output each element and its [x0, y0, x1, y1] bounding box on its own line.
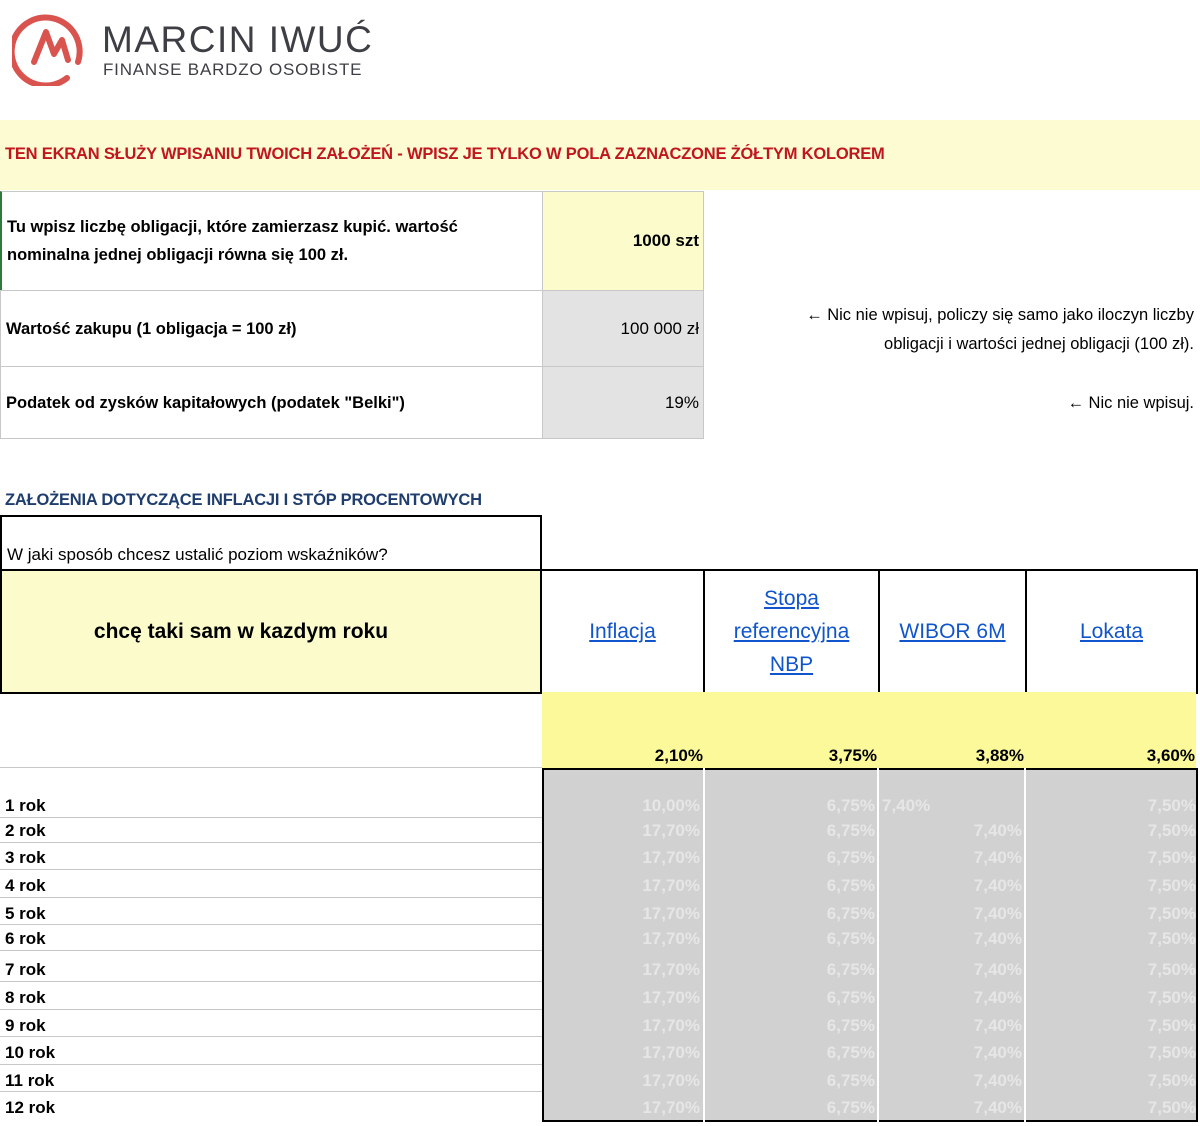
row-divider	[0, 924, 542, 925]
year-value-cell: 7,50%	[1147, 1043, 1196, 1062]
year-value-cell: 6,75%	[826, 929, 875, 948]
row-divider	[0, 981, 542, 982]
rate-input-inflation[interactable]: 2,10%	[542, 692, 704, 768]
purchase-note	[806, 301, 1194, 359]
purchase-note-line1: ← Nic nie wpisuj, policzy się samo jako iloczyn liczby	[806, 306, 1194, 324]
method-question: W jaki sposób chcesz ustalić poziom wskaźników?	[0, 515, 542, 571]
column-divider	[877, 768, 879, 1122]
header-nbp-link-3[interactable]: NBP	[769, 653, 814, 676]
header-deposit	[1025, 569, 1198, 694]
year-value-cell: 7,40%	[973, 904, 1022, 923]
bonds-count-input[interactable]: 1000 szt	[542, 191, 704, 291]
year-label: 11 rok	[5, 1071, 55, 1090]
year-label: 5 rok	[5, 904, 46, 923]
row-divider	[0, 1091, 542, 1092]
row-divider	[0, 869, 542, 870]
year-value-cell: 6,75%	[826, 960, 875, 979]
row-divider	[0, 1036, 542, 1037]
tax-value-field: 19%	[542, 366, 704, 439]
year-value-cell: 17,70%	[642, 1071, 700, 1090]
rate-input-deposit[interactable]: 3,60%	[1025, 692, 1196, 768]
year-value-cell: 7,40%	[973, 1071, 1022, 1090]
bonds-label-line1: Tu wpisz liczbę obligacji, które zamierzasz kupić. wartość	[7, 218, 458, 236]
year-value-cell: 7,50%	[1147, 1098, 1196, 1117]
year-value-cell: 7,50%	[1147, 1016, 1196, 1035]
year-value-cell: 6,75%	[826, 988, 875, 1007]
year-value-cell: 17,70%	[642, 960, 700, 979]
brand-tagline: FINANSE BARDZO OSOBISTE	[103, 60, 363, 79]
header-wibor-link[interactable]: WIBOR 6M	[899, 620, 1006, 643]
purchase-value-label: Wartość zakupu (1 obligacja = 100 zł)	[0, 290, 543, 367]
year-value-cell: 6,75%	[826, 1043, 875, 1062]
year-value-cell: 6,75%	[826, 821, 875, 840]
purchase-value-field: 100 000 zł	[542, 290, 704, 367]
year-value-cell: 17,70%	[642, 904, 700, 923]
bonds-label-line2: nominalna jednej obligacji równa się 100 zł.	[7, 246, 349, 264]
rate-input-wibor[interactable]: 3,88%	[878, 692, 1025, 768]
brand-name: MARCIN IWUĆ	[102, 19, 374, 60]
year-label: 1 rok	[5, 796, 46, 815]
year-value-cell: 7,50%	[1147, 960, 1196, 979]
header-nbp-link-2[interactable]: referencyjna	[733, 620, 850, 643]
year-value-cell: 17,70%	[642, 876, 700, 895]
header-wibor	[878, 569, 1027, 694]
tax-label: Podatek od zysków kapitałowych (podatek "Belki")	[0, 366, 543, 439]
row-divider	[0, 817, 542, 818]
section-title: ZAŁOŻENIA DOTYCZĄCE INFLACJI I STÓP PROCENTOWYCH	[5, 491, 482, 509]
column-divider	[703, 768, 705, 1122]
year-value-cell: 7,40%	[882, 796, 931, 815]
row-divider	[0, 1064, 542, 1065]
column-divider	[1024, 768, 1026, 1122]
year-value-cell: 7,50%	[1147, 848, 1196, 867]
method-choice-select[interactable]: chcę taki sam w kazdym roku	[0, 569, 542, 694]
year-value-cell: 7,50%	[1147, 988, 1196, 1007]
year-value-cell: 7,40%	[973, 1043, 1022, 1062]
year-value-cell: 17,70%	[642, 988, 700, 1007]
year-label: 2 rok	[5, 821, 46, 840]
year-value-cell: 7,50%	[1147, 904, 1196, 923]
bonds-count-label	[0, 191, 543, 291]
tax-note: ← Nic nie wpisuj.	[1067, 394, 1194, 412]
brand-logo-icon	[12, 10, 88, 86]
year-value-cell: 6,75%	[826, 1016, 875, 1035]
year-value-cell: 6,75%	[826, 796, 875, 815]
year-value-cell: 17,70%	[642, 821, 700, 840]
year-value-cell: 7,50%	[1147, 929, 1196, 948]
year-value-cell: 17,70%	[642, 848, 700, 867]
year-value-cell: 6,75%	[826, 904, 875, 923]
year-value-cell: 17,70%	[642, 1043, 700, 1062]
year-value-cell: 6,75%	[826, 1098, 875, 1117]
year-value-cell: 7,50%	[1147, 796, 1196, 815]
year-value-cell: 6,75%	[826, 876, 875, 895]
year-label: 9 rok	[5, 1016, 46, 1035]
purchase-note-line2: obligacji i wartości jednej obligacji (100 zł).	[884, 335, 1194, 353]
header-inflation-link[interactable]: Inflacja	[589, 620, 656, 643]
header-deposit-link[interactable]: Lokata	[1079, 620, 1144, 643]
year-label: 8 rok	[5, 988, 46, 1007]
year-value-cell: 7,50%	[1147, 876, 1196, 895]
rates-label-spacer	[0, 692, 542, 768]
year-value-cell: 17,70%	[642, 929, 700, 948]
header-nbp-link-1[interactable]: Stopa	[764, 587, 819, 610]
year-value-cell: 7,40%	[973, 929, 1022, 948]
row-divider	[0, 950, 542, 951]
row-divider	[0, 842, 542, 843]
year-value-cell: 7,50%	[1147, 1071, 1196, 1090]
header-nbp-rate	[703, 569, 880, 694]
year-label: 3 rok	[5, 848, 46, 867]
year-value-cell: 7,40%	[973, 960, 1022, 979]
row-divider	[0, 897, 542, 898]
year-value-cell: 7,40%	[973, 988, 1022, 1007]
year-label: 7 rok	[5, 960, 46, 979]
instructions-text: TEN EKRAN SŁUŻY WPISANIU TWOICH ZAŁOŻEŃ - WPISZ JE TYLKO W POLA ZAZNACZONE ŻÓŁTYM KOLOREM	[5, 145, 885, 163]
year-value-cell: 7,40%	[973, 848, 1022, 867]
year-label: 10 rok	[5, 1043, 56, 1062]
row-divider	[0, 1009, 542, 1010]
year-value-cell: 17,70%	[642, 1016, 700, 1035]
header-inflation	[540, 569, 705, 694]
year-value-cell: 10,00%	[642, 796, 700, 815]
year-value-cell: 6,75%	[826, 1071, 875, 1090]
rate-input-nbp[interactable]: 3,75%	[704, 692, 878, 768]
year-value-cell: 6,75%	[826, 848, 875, 867]
year-value-cell: 7,40%	[973, 821, 1022, 840]
year-value-cell: 7,40%	[973, 1098, 1022, 1117]
year-value-cell: 7,50%	[1147, 821, 1196, 840]
year-label: 12 rok	[5, 1098, 56, 1117]
year-value-cell: 7,40%	[973, 876, 1022, 895]
year-value-cell: 7,40%	[973, 1016, 1022, 1035]
year-label: 4 rok	[5, 876, 46, 895]
year-value-cell: 17,70%	[642, 1098, 700, 1117]
year-label: 6 rok	[5, 929, 46, 948]
